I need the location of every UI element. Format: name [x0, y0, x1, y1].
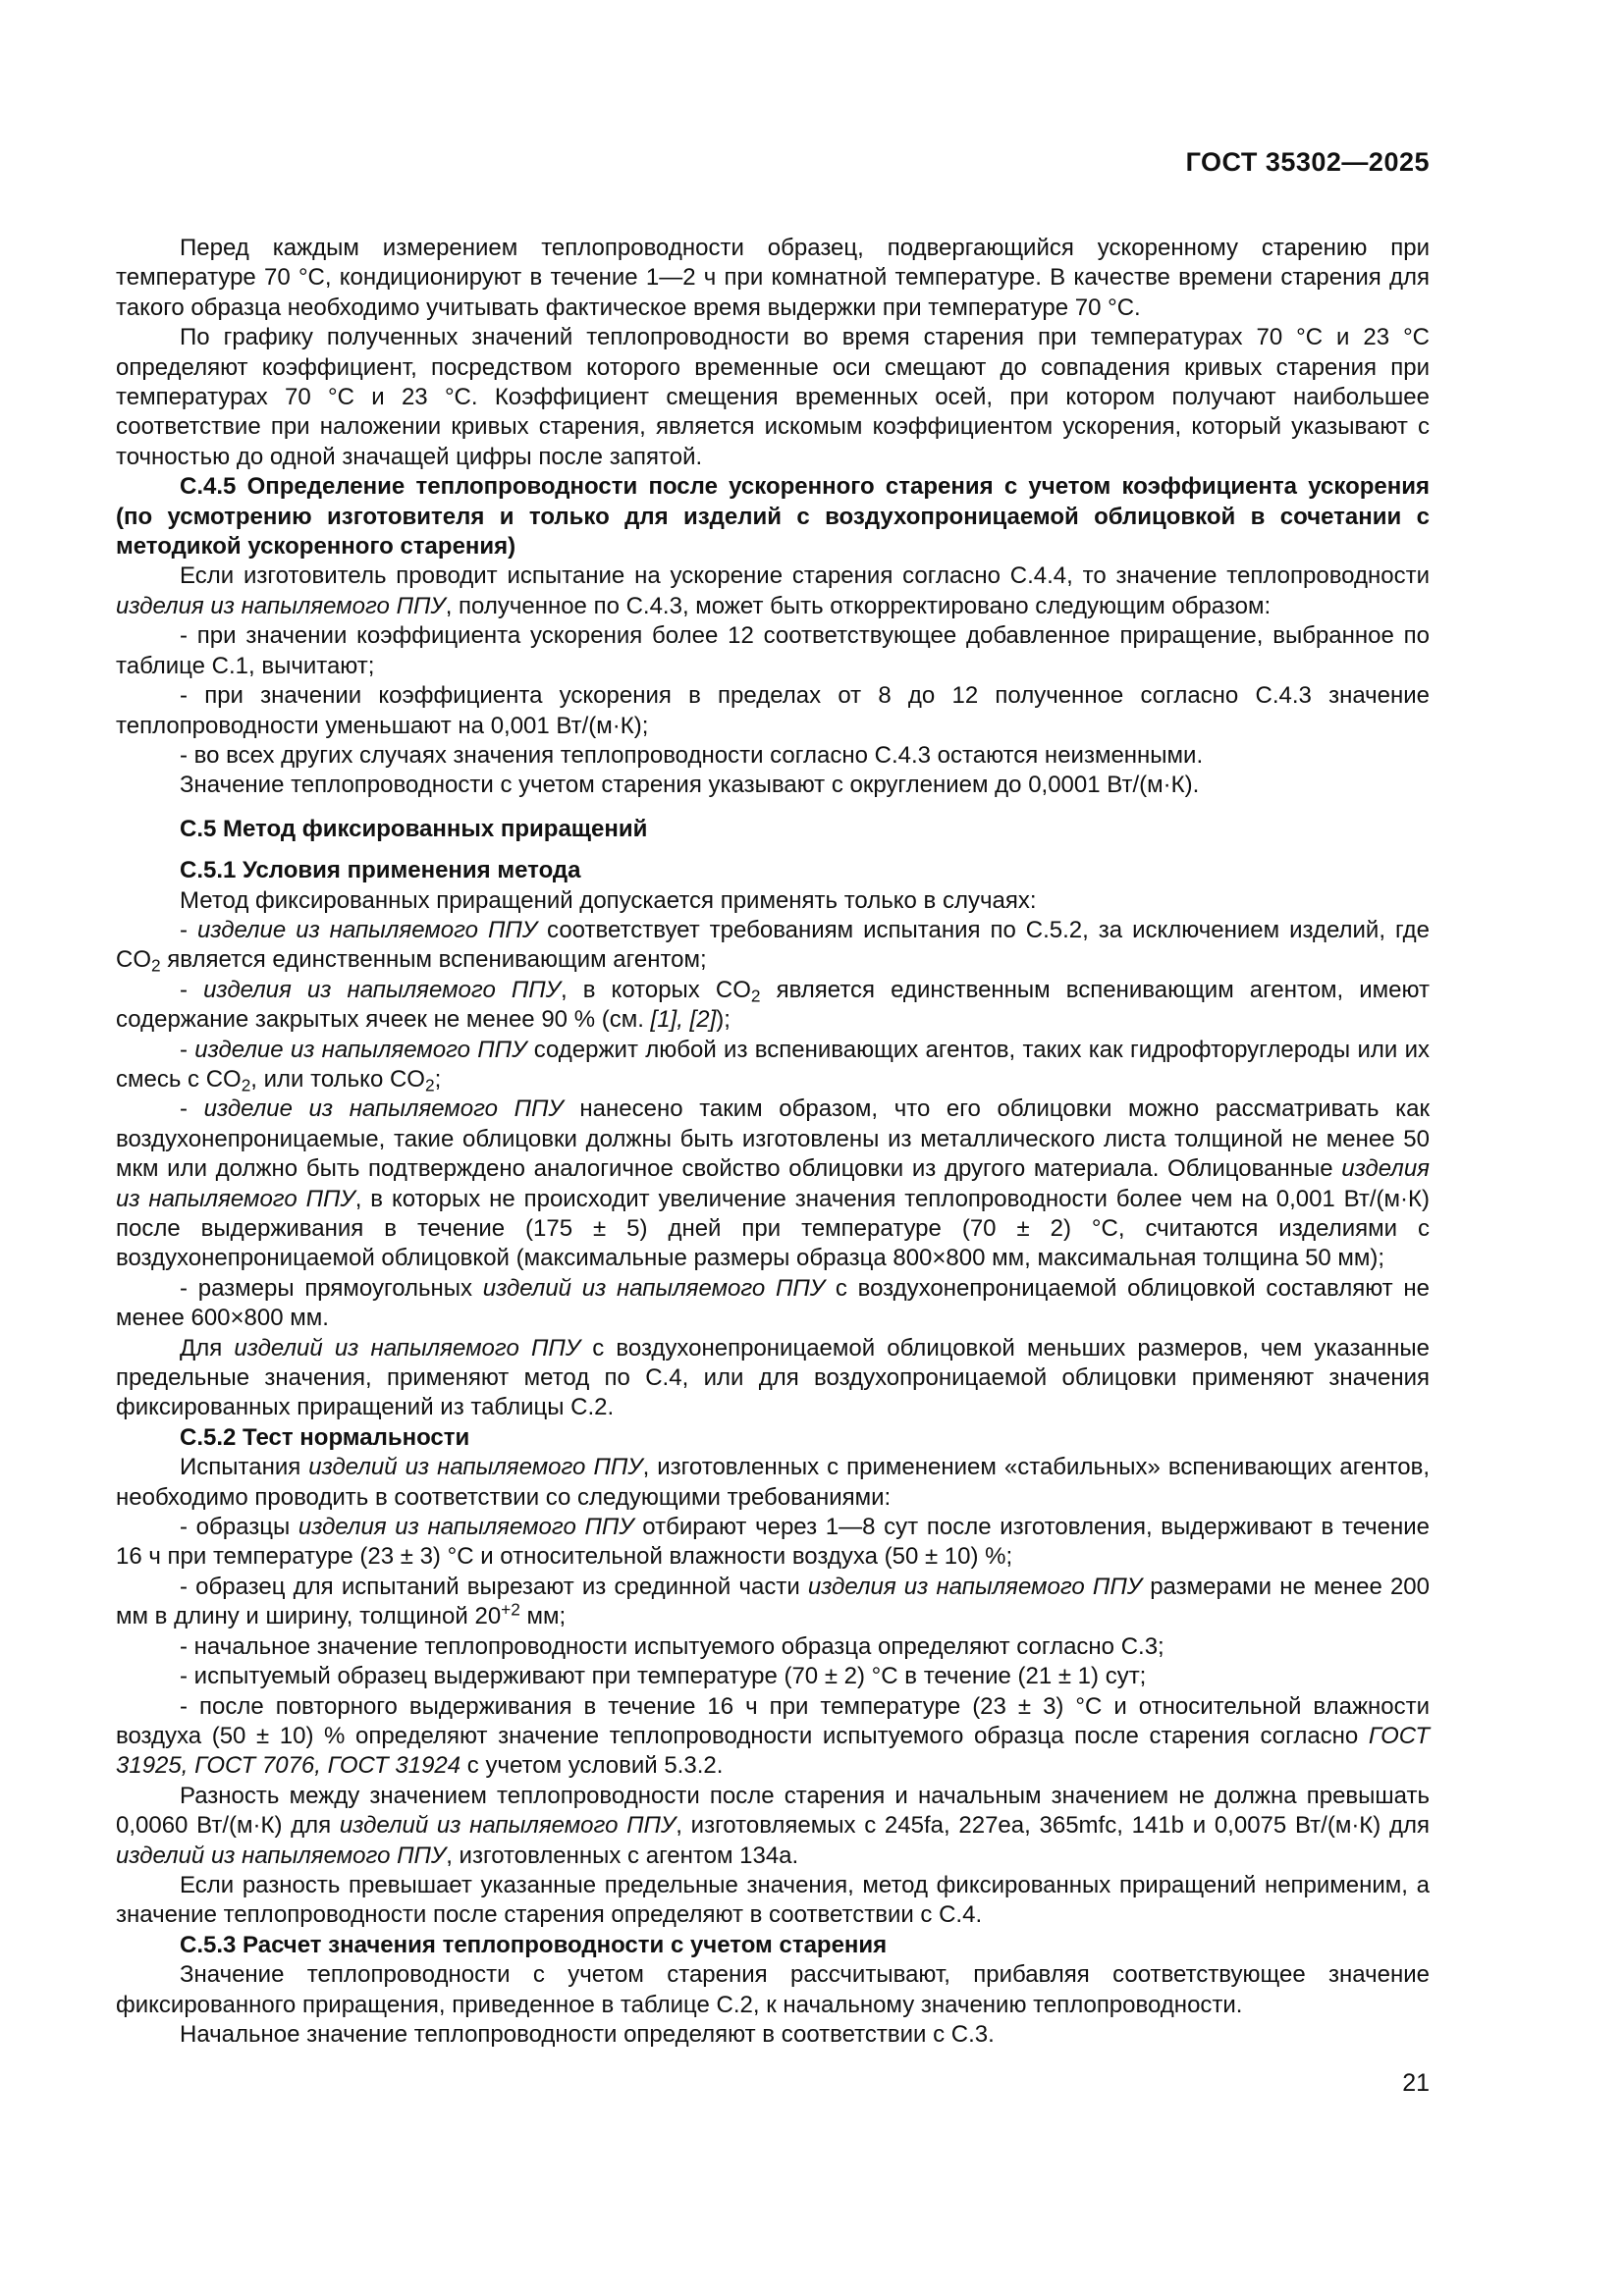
page-number: 21 — [1402, 2069, 1430, 2097]
paragraph: - при значении коэффициента ускорения более 12 соответствующее добавленное приращение, выбранное по таблице С.1, вычитают; — [116, 622, 1430, 679]
paragraph: - после повторного выдерживания в течение 16 ч при температуре (23 ± 3) °С и относительной влажности воздуха (50 ± 10) % определяют значение теплопроводности испытуемого образца после старения согласно ГОСТ 31925, ГОСТ 7076, ГОСТ 31924 с учетом условий 5.3.2. — [116, 1692, 1430, 1780]
paragraph: - образцы изделия из напыляемого ППУ отбирают через 1—8 сут после изготовления, выдерживают в течение 16 ч при температуре (23 ± 3) °С и относительной влажности воздуха (50 ± 10) %; — [116, 1514, 1431, 1571]
paragraph: Разность между значением теплопроводности после старения и начальным значением не должна превышать 0,0060 Вт/(м·К) для изделий из напыляемого ППУ, изготовляемых с 245fa, 227ea, 365mfc, 141b и 0,0075 Вт/(м·К) для изделий из напыляемого ППУ, изготовленных с агентом 134a. — [116, 1782, 1430, 1869]
section-heading: С.4.5 Определение теплопроводности после ускоренного старения с учетом коэффициента ускорения (по усмотрению изготовителя и только для изделий с воздухопроницаемой облицовкой в сочетании с методикой ускоренного старения) — [116, 473, 1430, 561]
paragraph: - изделие из напыляемого ППУ содержит любой из вспенивающих агентов, таких как гидрофторуглероды или их смесь с $CO_2$, или только $CO_2$; — [116, 1036, 1430, 1095]
paragraph: Метод фиксированных приращений допускается применять только в случаях: — [180, 886, 1037, 914]
paragraph: Значение теплопроводности с учетом старения указывают с округлением до 0,0001 Вт/(м·К). — [180, 772, 1200, 799]
section-heading: С.5.2 Тест нормальности — [180, 1423, 470, 1451]
paragraph: Для изделий из напыляемого ППУ с воздухонепроницаемой облицовкой меньших размеров, чем указанные предельные значения, применяют метод по С.4, или для воздухопроницаемой облицовки применяют значения фиксированных приращений из таблицы С.2. — [116, 1334, 1430, 1421]
paragraph: - во всех других случаях значения теплопроводности согласно С.4.3 остаются неизменными. — [180, 741, 1204, 769]
paragraph: - изделие из напыляемого ППУ соответствует требованиям испытания по С.5.2, за исключением изделий, где $CO_2$ является единственным вспенивающим агентом; — [116, 916, 1430, 976]
section-heading: С.5.1 Условия применения метода — [180, 857, 581, 884]
paragraph: Если разность превышает указанные предельные значения, метод фиксированных приращений неприменим, а значение теплопроводности после старения определяют в соответствии с С.4. — [116, 1871, 1430, 1929]
paragraph: - изделия из напыляемого ППУ, в которых $CO_2$ является единственным вспенивающим агентом, имеют содержание закрытых ячеек не менее 90 % (см. [1], [2]); — [116, 976, 1430, 1034]
paragraph: Испытания изделий из напыляемого ППУ, изготовленных с применением «стабильных» вспенивающих агентов, необходимо проводить в соответствии со следующими требованиями: — [116, 1454, 1431, 1511]
paragraph: - испытуемый образец выдерживают при температуре (70 ± 2) °С в течение (21 ± 1) сут; — [180, 1663, 1147, 1690]
paragraph: По графику полученных значений теплопроводности во время старения при температурах 70 °С и 23 °С определяют коэффициент, посредством которого временные оси смещают до совпадения кривых старения при температурах 70 °С и 23 °С. Коэффициент смещения временных осей, при котором получают наибольшее соответствие при наложении кривых старения, является искомым коэффициентом ускорения, который указывают с точностью до одной значащей цифры после запятой. — [116, 324, 1430, 470]
standard-code-header: ГОСТ 35302—2025 — [1185, 147, 1430, 177]
paragraph: - изделие из напыляемого ППУ нанесено таким образом, что его облицовки можно рассматривать как воздухонепроницаемые, такие облицовки должны быть изготовлены из металлического листа толщиной не менее 50 мкм или должно быть подтверждено аналогичное свойство облицовки из другого материала. Облицованные изделия из напыляемого ППУ, в которых не происходит увеличение значения теплопроводности более чем на 0,001 Вт/(м·К) после выдерживания в течение (175 ± 5) дней при температуре (70 ± 2) °С, считаются изделиями с воздухонепроницаемой облицовкой (максимальные размеры образца 800×800 мм, максимальная толщина 50 мм); — [116, 1095, 1430, 1272]
paragraph: Значение теплопроводности с учетом старения рассчитывают, прибавляя соответствующее значение фиксированного приращения, приведенное в таблице С.2, к начальному значению теплопроводности. — [116, 1961, 1430, 2018]
section-heading: С.5.3 Расчет значения теплопроводности с учетом старения — [180, 1931, 888, 1958]
paragraph: - образец для испытаний вырезают из срединной части изделия из напыляемого ППУ размерами не менее 200 мм в длину и ширину, толщиной $20^{+2}$ мм; — [116, 1573, 1430, 1630]
paragraph: - при значении коэффициента ускорения в пределах от 8 до 12 полученное согласно С.4.3 значение теплопроводности уменьшают на 0,001 Вт/(м·К); — [116, 682, 1430, 739]
paragraph: - размеры прямоугольных изделий из напыляемого ППУ с воздухонепроницаемой облицовкой составляют не менее 600×800 мм. — [116, 1274, 1430, 1332]
paragraph: Если изготовитель проводит испытание на ускорение старения согласно С.4.4, то значение теплопроводности изделия из напыляемого ППУ, полученное по С.4.3, может быть откорректировано следующим образом: — [116, 562, 1430, 619]
document-body — [116, 234, 1430, 2050]
paragraph: - начальное значение теплопроводности испытуемого образца определяют согласно С.3; — [180, 1632, 1164, 1660]
section-heading: С.5 Метод фиксированных приращений — [180, 815, 648, 842]
paragraph: Перед каждым измерением теплопроводности образец, подвергающийся ускоренному старению при температуре 70 °С, кондиционируют в течение 1—2 ч при комнатной температуре. В качестве времени старения для такого образца необходимо учитывать фактическое время выдержки при температуре 70 °С. — [116, 235, 1430, 321]
paragraph: Начальное значение теплопроводности определяют в соответствии с С.3. — [180, 2020, 995, 2048]
